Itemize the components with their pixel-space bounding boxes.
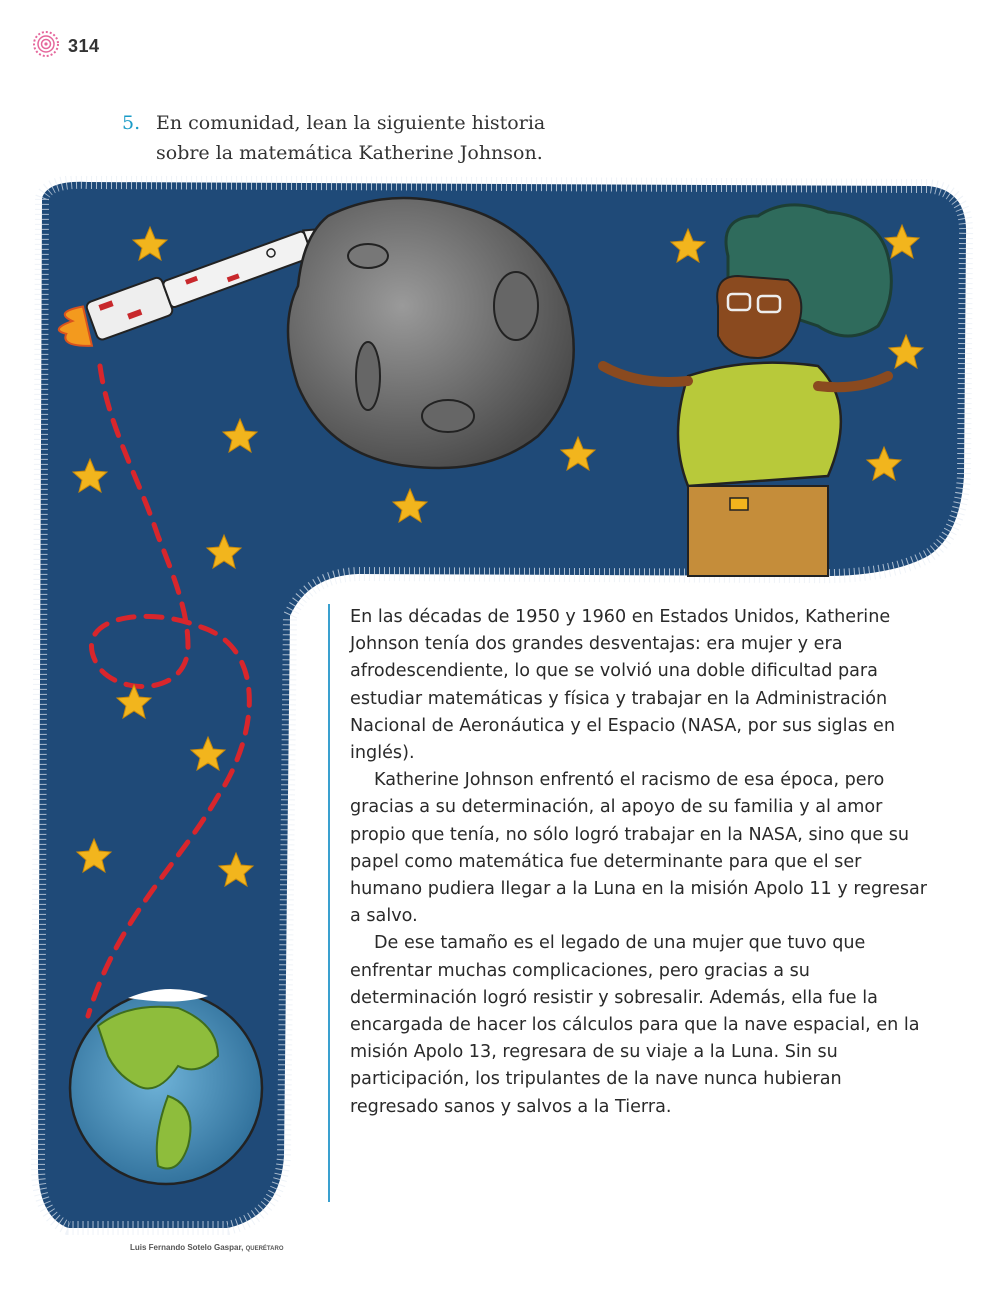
instruction-number: 5. [122, 112, 141, 134]
story-paragraph-1: En las décadas de 1950 y 1960 en Estados Unidos, Katherine Johnson tenía dos grandes desventajas: era mujer y era afrodescendiente, lo que se volvió una doble dificultad para estudiar matemáticas y física y trabajar en la Administración Nacional de Aeronáutica y el Espacio (NASA, por sus siglas en inglés). [350, 607, 896, 764]
instruction [122, 108, 592, 168]
story-paragraph-3: De ese tamaño es el legado de una mujer que tuvo que enfrentar muchas complicaciones, pero gracias a su determinación logró resistir y sobresalir. Además, ella fue la encargada de hacer los cálculos para que la nave espacial, en la misión Apolo 13, regresara de su viaje a la Luna. Sin su participación, los tripulantes de la nave nunca hubieran regresado sanos y salvos a la Tierra. [350, 933, 920, 1117]
credit-author: Luis Fernando Sotelo Gaspar, [130, 1243, 244, 1252]
story-paragraph-2: Katherine Johnson enfrentó el racismo de esa época, pero gracias a su determinación, al apoyo de su familia y al amor propio que tenía, no sólo logró trabajar en la NASA, sino que su papel como matemática fue determinante para que el ser humano pudiera llegar a la Luna en la misión Apolo 11 y regresar a salvo. [350, 770, 928, 927]
story-text [328, 604, 930, 1202]
instruction-text [156, 108, 545, 168]
instruction-line-1: En comunidad, lean la siguiente historia [156, 112, 546, 134]
page-number: 314 [68, 35, 100, 56]
illustration-credit [130, 1243, 283, 1252]
credit-state: QUERÉTARO [245, 1246, 284, 1252]
page-header [32, 30, 100, 62]
instruction-line-2: sobre la matemática Katherine Johnson. [156, 142, 543, 164]
page-ornament-icon [32, 30, 60, 62]
earth-icon [70, 989, 262, 1184]
